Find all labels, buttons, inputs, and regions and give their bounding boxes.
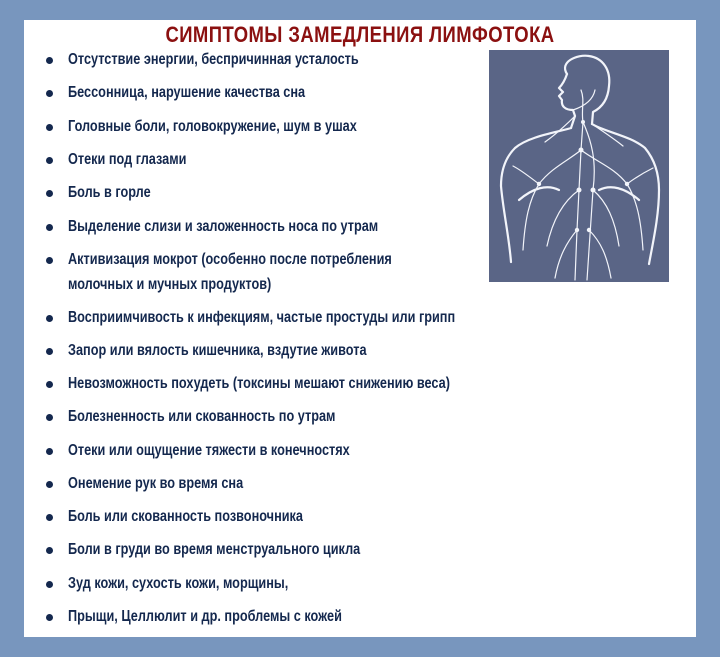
symptom-text: Боли в груди во время менструального цикла (68, 541, 361, 558)
bullet-icon (46, 257, 53, 264)
symptom-text: Боль в горле (68, 184, 151, 201)
symptom-text: Боль или скованность позвоночника (68, 508, 303, 525)
symptom-text-continued: молочных и мучных продуктов) (68, 276, 272, 293)
bullet-icon (46, 381, 53, 388)
symptom-card (24, 20, 696, 637)
symptom-text: Отеки или ощущение тяжести в конечностях (68, 442, 350, 459)
symptom-text: Отсутствие энергии, беспричинная усталость (68, 51, 359, 68)
symptom-text: Активизация мокрот (особенно после потребления (68, 251, 392, 268)
symptom-text: Болезненность или скованность по утрам (68, 408, 336, 425)
bullet-icon (46, 547, 53, 554)
human-figure-icon (489, 50, 669, 282)
symptom-text: Запор или вялость кишечника, вздутие живота (68, 342, 367, 359)
bullet-icon (46, 348, 53, 355)
bullet-icon (46, 414, 53, 421)
symptom-text: Отеки под глазами (68, 151, 187, 168)
bullet-icon (46, 190, 53, 197)
symptom-text: Зуд кожи, сухость кожи, морщины, (68, 575, 289, 592)
symptom-text: Прыщи, Целлюлит и др. проблемы с кожей (68, 608, 342, 625)
bullet-icon (46, 514, 53, 521)
bullet-icon (46, 315, 53, 322)
symptom-text: Невозможность похудеть (токсины мешают снижению веса) (68, 375, 450, 392)
symptom-text: Онемение рук во время сна (68, 475, 244, 492)
page-title: СИМПТОМЫ ЗАМЕДЛЕНИЯ ЛИМФОТОКА (165, 22, 555, 47)
bullet-icon (46, 224, 53, 231)
bullet-icon (46, 581, 53, 588)
lymphatic-system-illustration (489, 50, 669, 282)
symptom-text: Выделение слизи и заложенность носа по утрам (68, 218, 379, 235)
bullet-icon (46, 57, 53, 64)
symptom-text: Восприимчивость к инфекциям, частые простуды или грипп (68, 309, 456, 326)
bullet-icon (46, 124, 53, 131)
symptom-text: Бессонница, нарушение качества сна (68, 84, 306, 101)
bullet-icon (46, 614, 53, 621)
bullet-icon (46, 157, 53, 164)
bullet-icon (46, 90, 53, 97)
bullet-icon (46, 448, 53, 455)
bullet-icon (46, 481, 53, 488)
symptom-text: Головные боли, головокружение, шум в ушах (68, 118, 357, 135)
